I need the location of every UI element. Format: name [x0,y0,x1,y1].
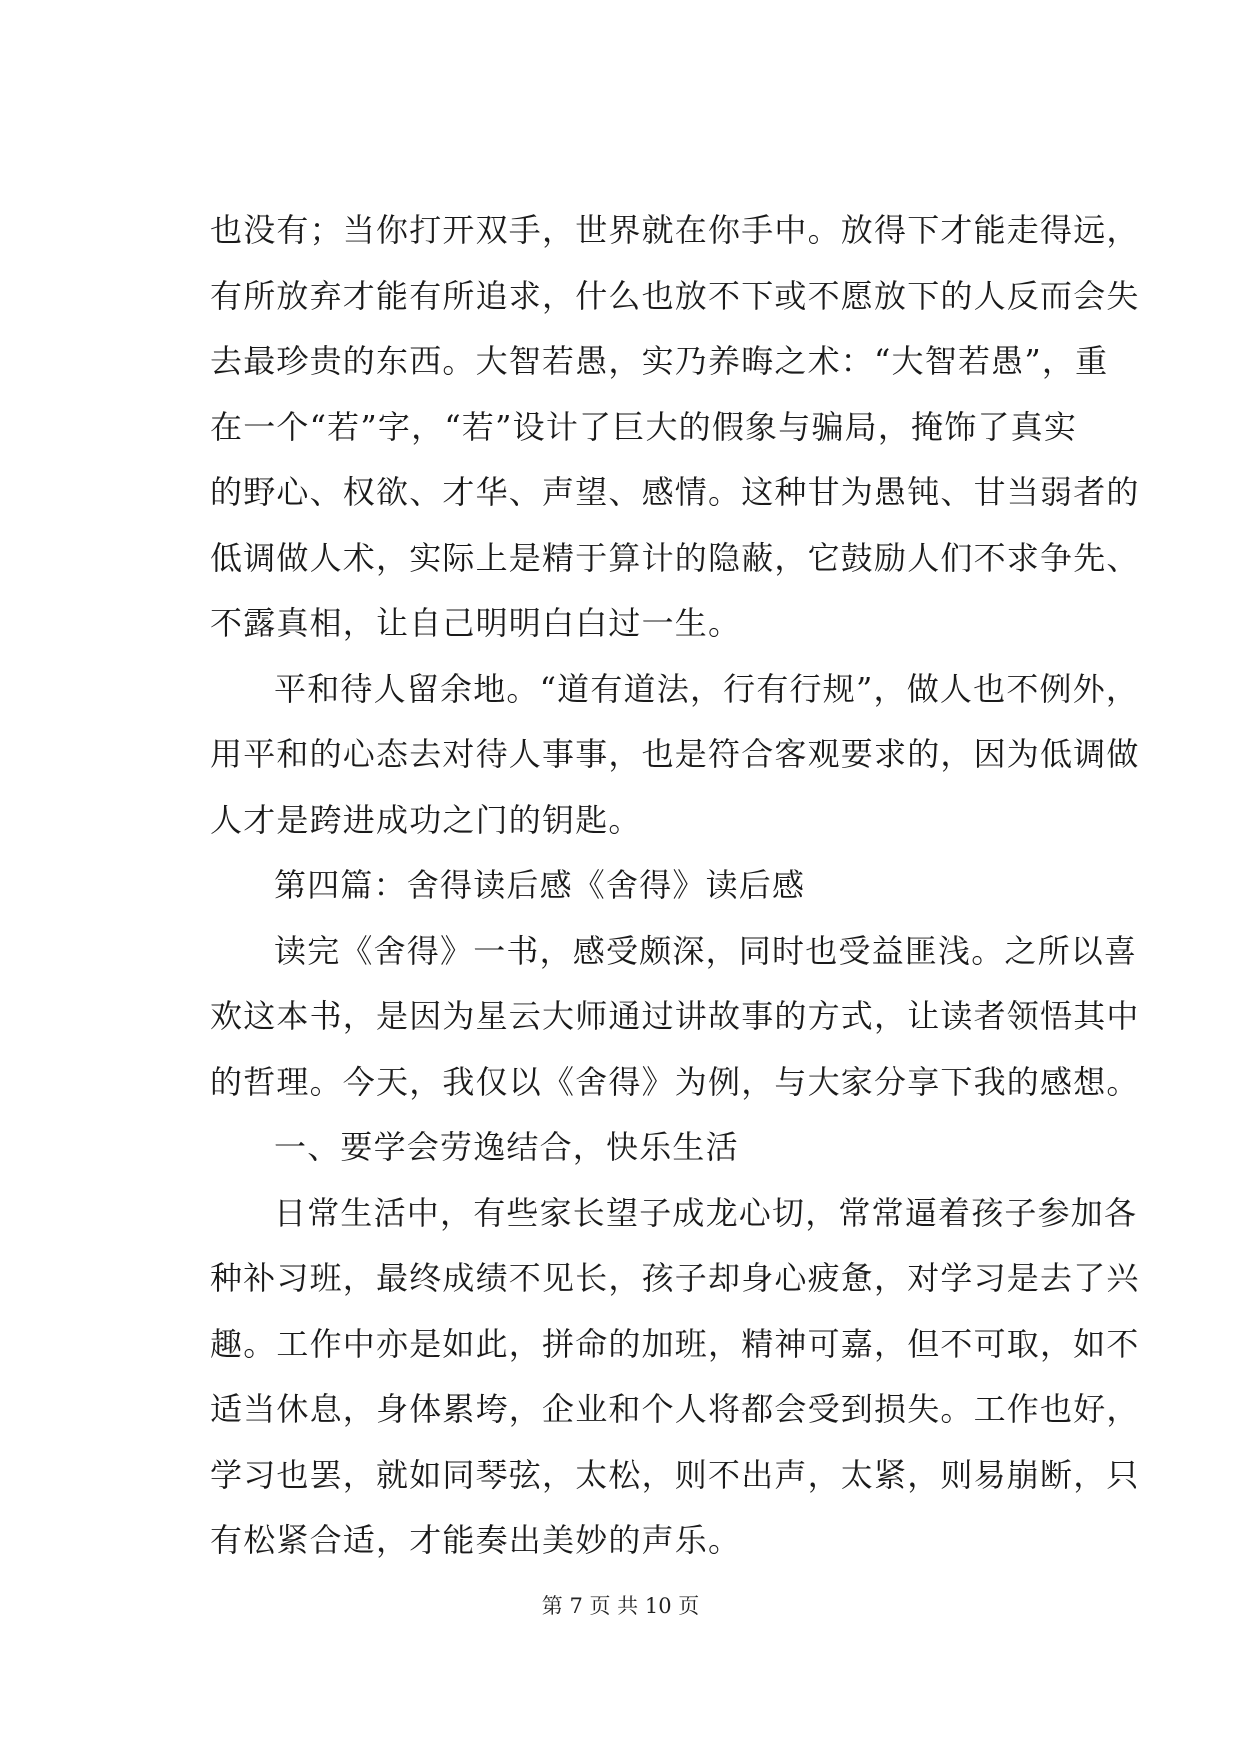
subsection-heading: 一、要学会劳逸结合，快乐生活 [274,1128,739,1166]
text-line: 欢这本书，是因为星云大师通过讲故事的方式，让读者领悟其中 [210,997,1140,1035]
text-line: 不露真相，让自己明明白白过一生。 [210,604,742,642]
text-line: 用平和的心态去对待人事事，也是符合客观要求的，因为低调做 [210,735,1140,773]
text-line: 低调做人术，实际上是精于算计的隐蔽，它鼓励人们不求争先、 [210,538,1140,577]
text-line: 去最珍贵的东西。大智若愚，实乃养晦之术：“大智若愚”，重 [210,342,1109,380]
text-line: 学习也罢，就如同琴弦，太松，则不出声，太紧，则易崩断，只 [210,1455,1140,1494]
paragraph-start-line: 日常生活中，有些家长望子成龙心切，常常逼着孩子参加各 [274,1193,1138,1232]
text-line: 也没有；当你打开双手，世界就在你手中。放得下才能走得远， [210,211,1140,249]
text-line: 的哲理。今天，我仅以《舍得》为例，与大家分享下我的感想。 [210,1062,1140,1101]
page-number-footer: 第 7 页 共 10 页 [541,1594,700,1618]
text-line: 有所放弃才能有所追求，什么也放不下或不愿放下的人反而会失 [210,276,1140,315]
paragraph-start-line: 读完《舍得》一书，感受颇深，同时也受益匪浅。之所以喜 [274,931,1138,970]
section-heading: 第四篇：舍得读后感《舍得》读后感 [274,866,806,904]
text-line: 在一个“若”字，“若”设计了巨大的假象与骗局，掩饰了真实 [210,407,1078,446]
paragraph-start-line: 平和待人留余地。“道有道法，行有行规”，做人也不例外， [274,669,1140,708]
text-line: 趣。工作中亦是如此，拼命的加班，精神可嘉，但不可取，如不 [210,1324,1140,1363]
text-line: 种补习班，最终成绩不见长，孩子却身心疲惫，对学习是去了兴 [210,1259,1140,1297]
text-line: 人才是跨进成功之门的钥匙。 [210,800,642,839]
text-line: 有松紧合适，才能奏出美妙的声乐。 [210,1521,742,1559]
text-line: 的野心、权欲、才华、声望、感情。这种甘为愚钝、甘当弱者的 [210,473,1140,511]
text-line: 适当休息，身体累垮，企业和个人将都会受到损失。工作也好， [210,1390,1140,1428]
document-body [210,198,1140,1574]
